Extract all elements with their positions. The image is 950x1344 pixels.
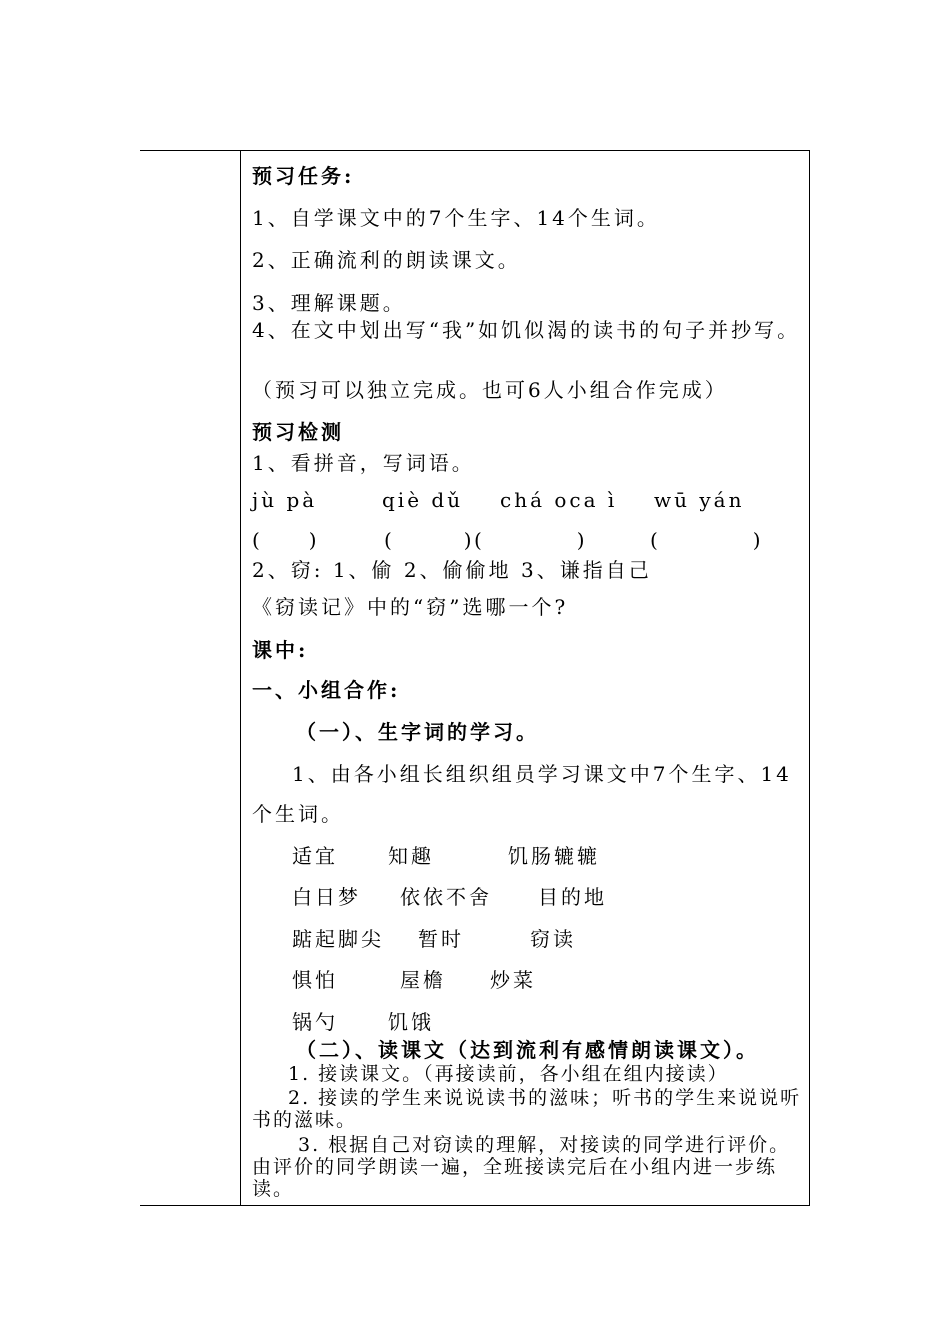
- reading-step-2: 2. 接读的学生来说说读书的滋味；听书的学生来说说听书的滋味。: [252, 1087, 802, 1131]
- word: 饥肠辘辘: [508, 844, 600, 868]
- word: 锅勺: [292, 1010, 338, 1034]
- check-q2: 2、窃: 1、偷 2、偷偷地 3、谦指自己: [252, 558, 652, 582]
- pinyin-row: [252, 488, 804, 512]
- task-3: 3、理解课题。: [252, 291, 406, 315]
- word: 屋檐: [400, 968, 446, 992]
- word-row-1: [292, 844, 792, 868]
- word: 暂时: [418, 927, 464, 951]
- subsection-2: （二）、读课文（达到流利有感情朗读课文）。: [296, 1038, 759, 1062]
- subsection-1: （一）、生字词的学习。: [296, 720, 539, 744]
- word: 白日梦: [292, 885, 361, 909]
- answer-blanks-row: [252, 528, 804, 552]
- word-row-4: [292, 968, 792, 992]
- word: 知趣: [388, 844, 434, 868]
- step-1a: 1、由各小组长组织组员学习课文中7个生字、14: [292, 762, 792, 786]
- answer-blank-2: ( ): [384, 528, 475, 552]
- word-row-2: [292, 885, 792, 909]
- pinyin-2: qiè dǔ: [382, 488, 464, 512]
- word: 饥饿: [388, 1010, 434, 1034]
- word: 踮起脚尖: [292, 927, 384, 951]
- word: 窃读: [530, 927, 576, 951]
- task-2: 2、正确流利的朗读课文。: [252, 248, 521, 272]
- word: 炒菜: [490, 968, 536, 992]
- pinyin-4: wū yán: [654, 488, 745, 512]
- column-divider: [240, 150, 241, 1206]
- check-q2b: 《窃读记》中的“窃”选哪一个?: [252, 595, 569, 619]
- word: 适宜: [292, 844, 338, 868]
- answer-blank-1: ( ): [252, 528, 320, 552]
- word: 目的地: [538, 885, 607, 909]
- task-1: 1、自学课文中的7个生字、14个生词。: [252, 206, 660, 230]
- answer-blank-3: ( ): [474, 528, 588, 552]
- pinyin-3: chá oca ì: [500, 488, 618, 512]
- preview-note: （预习可以独立完成。也可6人小组合作完成）: [252, 378, 728, 402]
- check-q1: 1、看拼音，写词语。: [252, 451, 475, 475]
- word-row-3: [292, 927, 792, 951]
- word: 依依不舍: [400, 885, 492, 909]
- task-4: 4、在文中划出写“我”如饥似渴的读书的句子并抄写。: [252, 318, 801, 342]
- reading-step-3: 3. 根据自己对窃读的理解，对接读的同学进行评价。由评价的同学朗读一遍，全班接读完后在小组内进一步练读。: [252, 1134, 791, 1200]
- step-1b: 个生词。: [252, 802, 344, 826]
- check-heading: 预习检测: [252, 420, 344, 444]
- reading-step-1: 1. 接读课文。（再接读前，各小组在组内接读）: [288, 1063, 729, 1085]
- class-heading: 课中:: [252, 638, 309, 662]
- word-row-5: [292, 1010, 792, 1034]
- section-1: 一、小组合作:: [252, 678, 401, 702]
- pinyin-1: jù pà: [252, 488, 318, 512]
- word: 惧怕: [292, 968, 338, 992]
- preview-heading: 预习任务:: [252, 164, 355, 188]
- answer-blank-4: ( ): [650, 528, 764, 552]
